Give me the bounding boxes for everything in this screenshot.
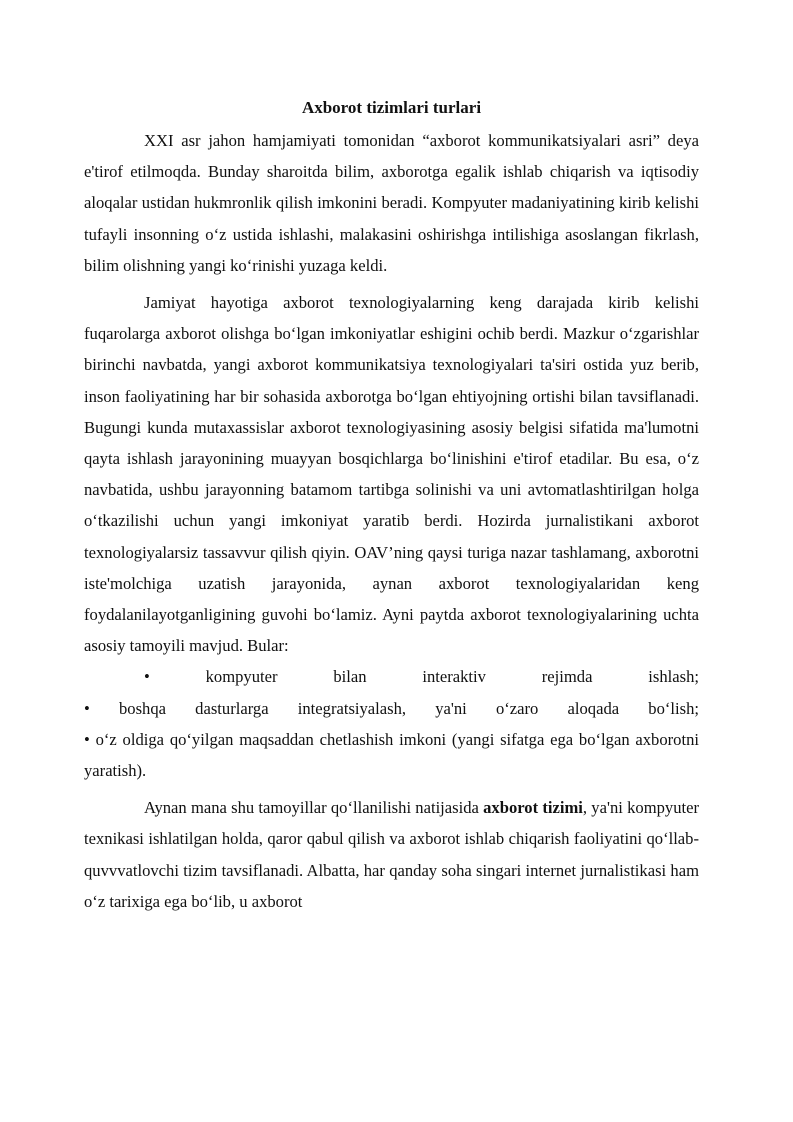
paragraph-text-start: Aynan mana shu tamoyillar qo‘llanilishi natijasida — [144, 798, 484, 818]
list-item: • o‘z oldiga qo‘yilgan maqsaddan chetlashish imkoni (yangi sifatga ega bo‘lgan axborotni yaratish). — [84, 729, 699, 781]
list-item: • boshqa dasturlarga integratsiyalash, ya'ni o‘zaro aloqada bo‘lish; — [84, 698, 699, 718]
paragraph-text-end: , ya'ni kompyuter texnikasi ishlatilgan holda, qaror qabul qilish va axborot ishlab chiqarish faoliyatini qo‘llab-quvvvatlovchi tizim tavsiflanadi. Albatta, har qanday soha singari internet jurnalistikasi ham o‘z tarixiga ega bo‘lib, u axborot — [84, 798, 699, 911]
list-item: • kompyuter bilan interaktiv rejimda ishlash; — [144, 667, 699, 687]
principles-list — [84, 661, 699, 786]
paragraph-intro: XXI asr jahon hamjamiyati tomonidan “axborot kommunikatsiyalari asri” deya e'tirof etilmoqda. Bunday sharoitda bilim, axborotga egalik ishlab chiqarish va iqtisodiy aloqalar ustidan hukmronlik qilish imkonini beradi. Kompyuter madaniyatining kirib kelishi tufayli insonning o‘z ustida ishlashi, malakasini oshirishga intilishiga asoslangan fikrlash, bilim olishning yangi ko‘rinishi yuzaga keldi. — [84, 131, 699, 275]
bold-term: axborot tizimi — [483, 798, 583, 818]
document-page — [84, 92, 699, 917]
paragraph-technologies: Jamiyat hayotiga axborot texnologiyalarning keng darajada kirib kelishi fuqarolarga axborot olishga bo‘lgan imkoniyatlar eshigini ochib berdi. Mazkur o‘zgarishlar birinchi navbatda, yangi axborot kommunikatsiya texnologiyalari ta'siri ostida yuz berib, inson faoliyatining har bir sohasida axborotga bo‘lgan ehtiyojning ortishi bilan tavsiflanadi. Bugungi kunda mutaxassislar axborot texnologiyasining asosiy belgisi sifatida ma'lumotni qayta ishlash jarayonining muayyan bosqichlarga bo‘linishini e'tirof etadilar. Bu esa, o‘z navbatida, ushbu jarayonning batamom tartibga solinishi va uni avtomatlashtirilgan holga o‘tkazilishi uchun yangi imkoniyat yaratib berdi. Hozirda jurnalistikani axborot texnologiyalarsiz tassavvur qilish qiyin. OAV’ning qaysi turiga nazar tashlamang, axborotni iste'molchiga uzatish jarayonida, aynan axborot texnologiyalaridan keng foydalanilayotganligining guvohi bo‘lamiz. Ayni paytda axborot texnologiyalarining uchta asosiy tamoyili mavjud. Bular: — [84, 293, 699, 656]
document-title: Axborot tizimlari turlari — [301, 98, 482, 117]
paragraph-information-system — [84, 792, 699, 917]
